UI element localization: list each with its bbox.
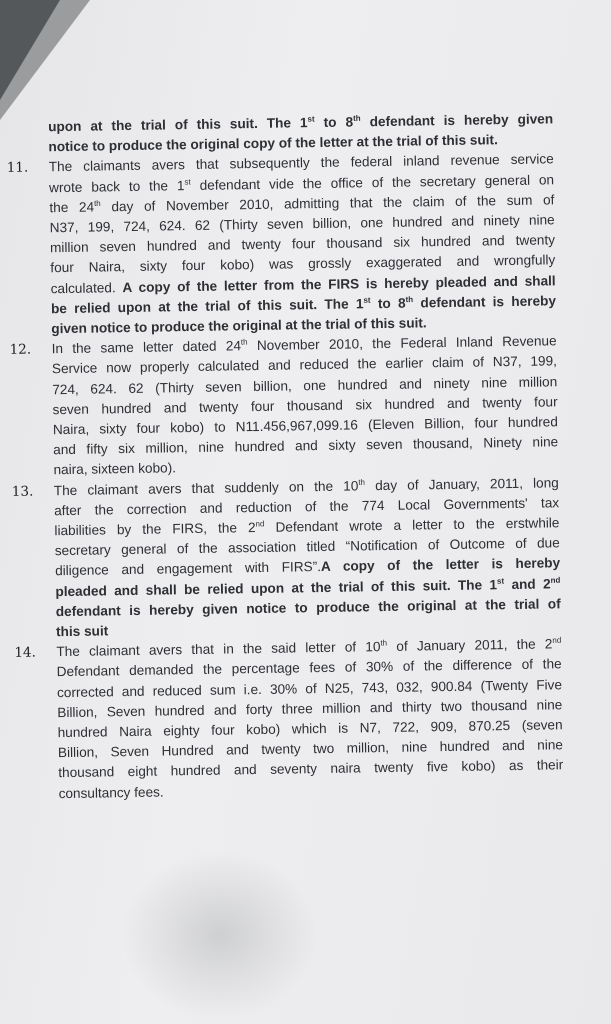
text-line: The claimant avers that in the said letter of 10th of January 2011, the 2nd — [56, 635, 562, 660]
text-line: Defendant demanded the percentage fees of 30% of the difference of the — [56, 656, 562, 680]
text-line: consultancy fees. — [58, 784, 164, 801]
text-line: the 24th day of November 2010, admitting that the claim of the sum of — [49, 192, 555, 216]
text-line: N37, 199, 724, 624. 62 (Thirty seven billion, one hundred and ninety nine — [49, 212, 555, 236]
text-line: and fifty six million, nine hundred and sixty seven thousand, Ninety nine — [53, 434, 559, 458]
text-line: Billion, Seven hundred and forty three million and thirty two thousand nine — [57, 697, 563, 720]
text-line: wrote back to the 1st defendant vide the office of the secretary general on — [48, 171, 555, 195]
paragraph-number: 14. — [14, 644, 37, 662]
text-line: secretary general of the association titled “Notification of Outcome of due — [54, 535, 560, 559]
text-line: upon at the trial of this suit. The 1st to 8th defendant is hereby given — [48, 111, 554, 135]
paragraph-number: 12. — [9, 341, 32, 359]
text-line: Naira, sixty four kobo) to N11.456,967,099.16 (Eleven Billion, four hundred — [52, 414, 558, 438]
text-line: notice to produce the original copy of the letter at the trial of this suit. — [48, 132, 498, 155]
text-line: four Naira, sixty four kobo) was grossly exaggerated and wrongfully — [50, 252, 556, 276]
text-line: seven hundred and twenty four thousand six hundred and twenty four — [52, 394, 558, 418]
text-line: hundred Naira eighty four kobo) which is N7, 722, 909, 870.25 (seven — [57, 717, 563, 741]
text-line: pleaded and shall be relied upon at the trial of this suit. The 1st and 2nd — [55, 575, 561, 599]
text-line: after the correction and reduction of the 774 Local Governments' tax — [54, 495, 560, 518]
text-line: 724, 624. 62 (Thirty seven billion, one hundred and ninety nine million — [52, 373, 558, 397]
text-line: thousand eight hundred and seventy naira twenty five kobo) as their — [58, 757, 564, 781]
paragraph — [0, 108, 611, 155]
text-line: given notice to produce the original at the trial of this suit. — [51, 315, 427, 337]
text-line: be relied upon at the trial of this suit. The 1st to 8th defendant is hereby — [50, 293, 557, 317]
page-corner-fold — [0, 0, 60, 100]
document-body — [0, 108, 611, 801]
text-line: this suit — [55, 623, 109, 640]
text-line: corrected and reduced sum i.e. 30% of N25, 743, 032, 900.84 (Twenty Five — [56, 676, 563, 700]
text-line: In the same letter dated 24th November 2010, the Federal Inland Revenue — [51, 333, 557, 357]
text-line: The claimants avers that subsequently the federal inland revenue service — [48, 151, 554, 175]
text-line: defendant is hereby given notice to produce the original at the trial of — [55, 596, 561, 619]
paragraph-number: 11. — [6, 159, 29, 177]
text-line: naira, sixteen kobo). — [53, 460, 177, 478]
text-line: calculated. A copy of the letter from the FIRS is hereby pleaded and shall — [50, 272, 556, 296]
text-line: diligence and engagement with FIRS”.A copy of the letter is hereby — [55, 555, 561, 579]
text-line: Billion, Seven Hundred and twenty two million, nine hundred and nine — [57, 737, 564, 761]
text-line: million seven hundred and twenty four thousand six hundred and twenty — [49, 232, 556, 256]
text-line: The claimant avers that suddenly on the 10th day of January, 2011, long — [53, 474, 559, 498]
paragraph-number: 13. — [11, 483, 34, 500]
text-line: Service now properly calculated and reduced the earlier claim of N37, 199, — [51, 353, 558, 377]
shadow-smudge — [120, 850, 320, 1020]
text-line: liabilities by the FIRS, the 2nd Defendant wrote a letter to the erstwhile — [54, 515, 560, 539]
